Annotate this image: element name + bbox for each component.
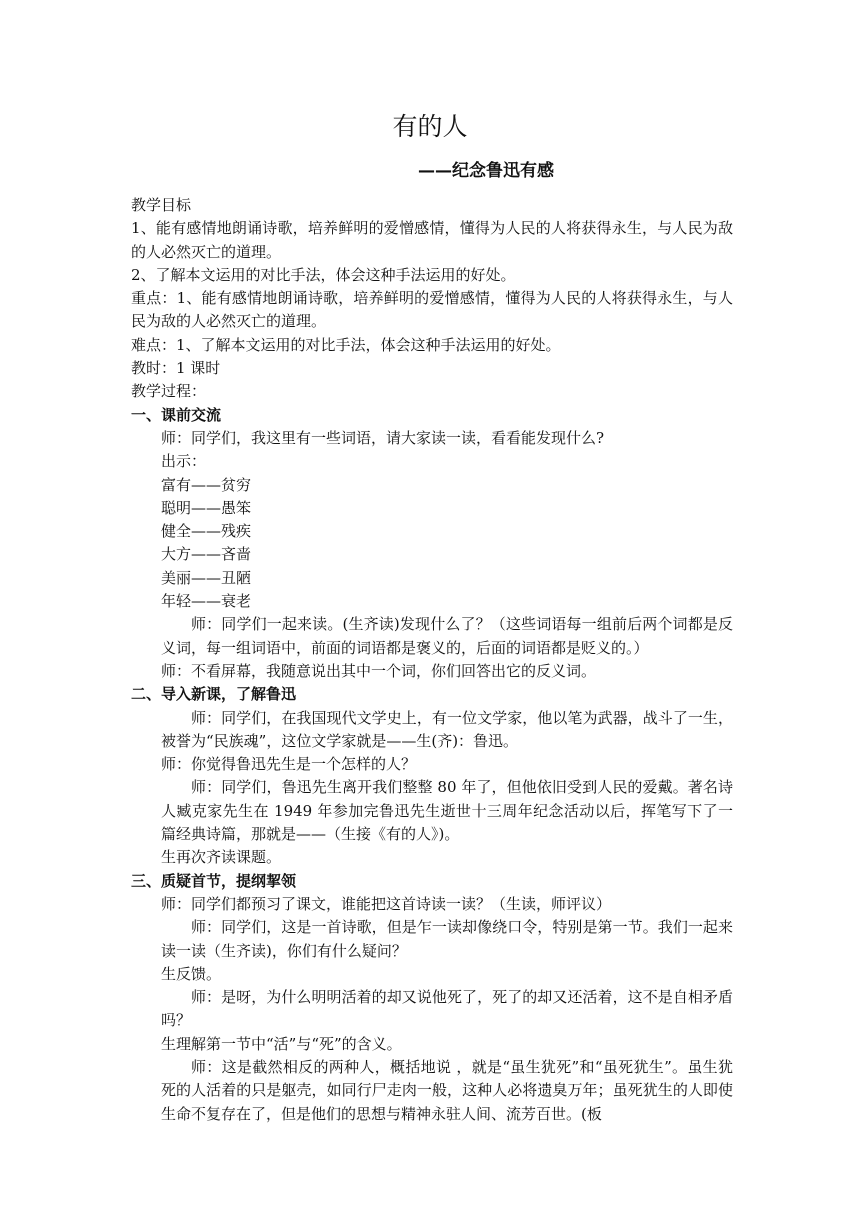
word-pair: 富有——贫穷 [161, 475, 252, 494]
document-body [131, 194, 733, 1126]
goal-heading: 教学目标 [131, 196, 192, 214]
goal-item: 1、能有感情地朗诵诗歌，培养鲜明的爱憎感情，懂得为人民的人将获得永生，与人民为敌的人必然灭亡的道理。 [131, 219, 733, 261]
page-title: 有的人 [392, 112, 468, 141]
word-pair: 美丽——丑陋 [161, 568, 252, 587]
paragraph: 师：你觉得鲁迅先生是一个怎样的人？ [161, 755, 417, 774]
paragraph: 生反馈。 [161, 964, 222, 983]
word-pair: 健全——残疾 [161, 522, 252, 541]
word-pair: 年轻——衰老 [161, 592, 252, 611]
paragraph: 师：这是截然相反的两种人，概括地说 ，就是“虽生犹死”和“虽死犹生”。虽生犹死的人活着的只是躯壳，如同行尸走肉一般，这种人必将遗臭万年；虽死犹生的人即使生命不复存在了，但是他们的思想与精神永驻人间、流芳百世。(板 [161, 1057, 733, 1123]
word-pair: 聪明——愚笨 [161, 498, 252, 517]
paragraph: 生理解第一节中“活”与“死”的含义。 [161, 1034, 402, 1053]
paragraph: 生再次齐读课题。 [161, 848, 282, 867]
section-heading: 一、课前交流 [131, 405, 222, 424]
section-heading: 三、质疑首节，提纲挈领 [131, 871, 297, 890]
paragraph: 师：同学们，这是一首诗歌，但是乍一读却像绕口令，特别是第一节。我们一起来读一读（生齐读)，你们有什么疑问？ [161, 918, 733, 960]
paragraph: 师：同学们，在我国现代文学史上，有一位文学家，他以笔为武器，战斗了一生，被誉为“民族魂”，这位文学家就是——生(齐)：鲁迅。 [161, 708, 733, 750]
paragraph: 出示： [161, 452, 207, 471]
difficulty: 难点：1、了解本文运用的对比手法，体会这种手法运用的好处。 [131, 335, 561, 354]
process-heading: 教学过程： [131, 382, 207, 401]
paragraph: 师：同学们，鲁迅先生离开我们整整 80 年了，但他依旧受到人民的爱戴。著名诗人臧克家先生在 1949 年参加完鲁迅先生逝世十三周年纪念活动以后，挥笔写下了一篇经典诗篇，那就是——（生接《有的人》)。 [161, 778, 733, 844]
key-point: 重点：1、能有感情地朗诵诗歌，培养鲜明的爱憎感情，懂得为人民的人将获得永生，与人民为敌的人必然灭亡的道理。 [131, 289, 733, 331]
paragraph: 师：不看屏幕，我随意说出其中一个词，你们回答出它的反义词。 [161, 661, 597, 680]
paragraph: 师：同学们，我这里有一些词语，请大家读一读，看看能发现什么? [161, 428, 605, 447]
section-heading: 二、导入新课，了解鲁迅 [131, 685, 297, 704]
paragraph: 师：同学们都预习了课文，谁能把这首诗读一读？（生读，师评议） [161, 894, 612, 913]
class-hours: 教时：1 课时 [131, 359, 221, 378]
page-subtitle: ——纪念鲁迅有感 [418, 161, 554, 181]
goal-item: 2、了解本文运用的对比手法，体会这种手法运用的好处。 [131, 265, 516, 284]
paragraph: 师：同学们一起来读。(生齐读)发现什么了？（这些词语每一组前后两个词都是反义词，每一组词语中，前面的词语都是褒义的，后面的词语都是贬义的。） [161, 615, 733, 657]
word-pair: 大方——吝啬 [161, 545, 252, 564]
paragraph: 师：是呀，为什么明明活着的却又说他死了，死了的却又还活着，这不是自相矛盾吗？ [161, 988, 733, 1030]
